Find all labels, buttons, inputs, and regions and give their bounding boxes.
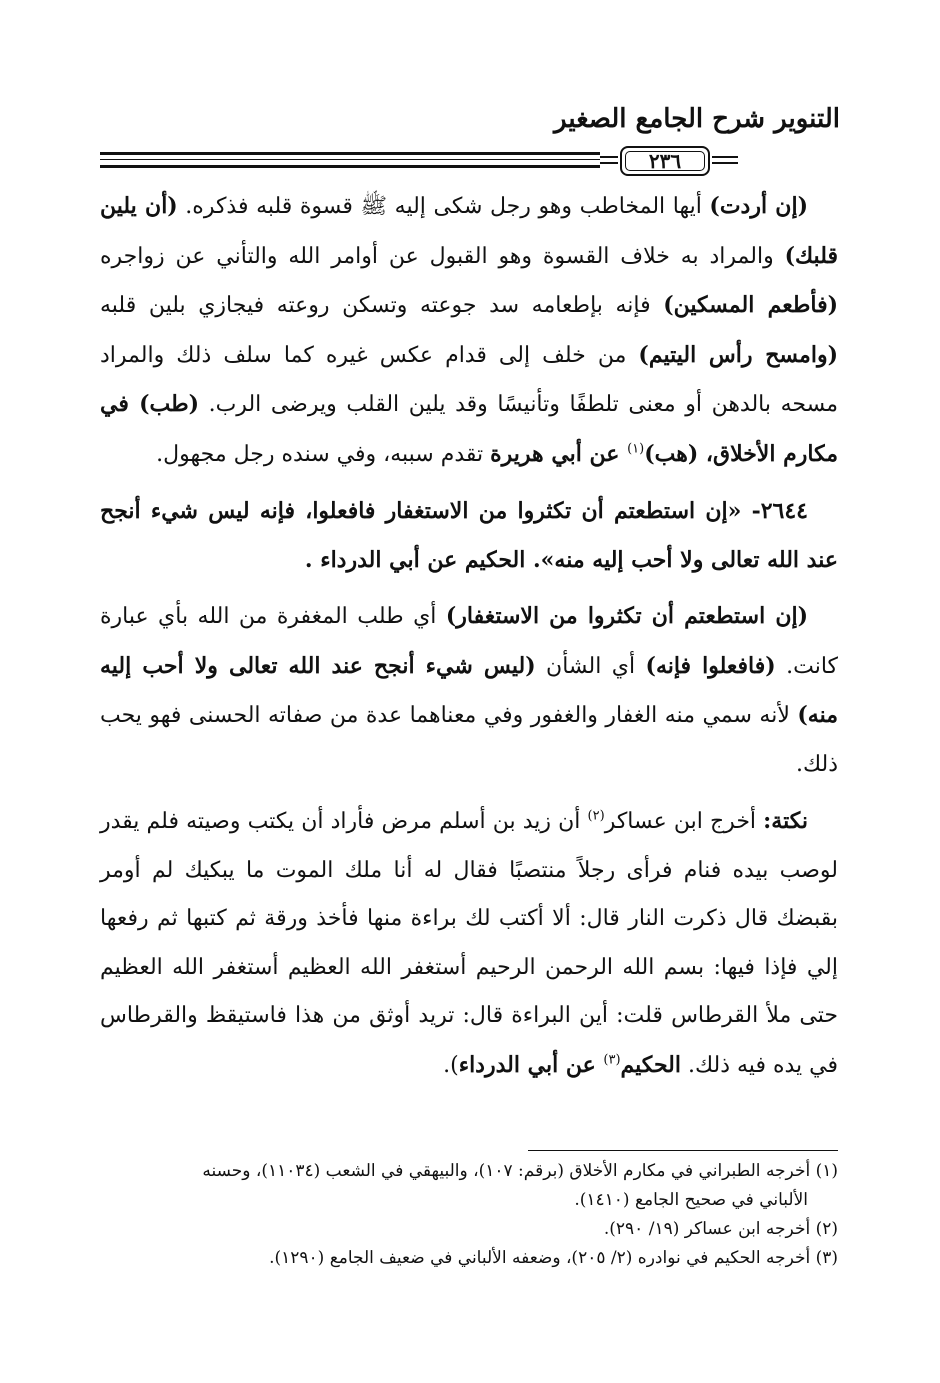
source-citation: (طب) في مكارم الأخلاق، (هب) bbox=[100, 391, 838, 467]
note-label: نكتة: bbox=[763, 808, 808, 834]
quoted-phrase: (ليس شيء أنجح عند الله تعالى ولا أحب إليه منه) bbox=[100, 652, 839, 728]
page-number: ٢٣٦ bbox=[648, 149, 682, 173]
header-double-line bbox=[100, 152, 600, 168]
quoted-phrase: (وامسح رأس اليتيم) bbox=[638, 341, 838, 368]
footnote-separator bbox=[528, 1150, 838, 1151]
commentary-text: أن زيد بن أسلم مرض فأراد أن يكتب وصيته فلم يقدر لوصب بيده فنام فرأى رجلاً منتصبًا فقال له أنا ملك الموت ما يبكيك لم أومر بقبضك قال ذكرت النار قال: ألا أكتب لك براءة منها فأخذ ورقة ثم كتبها ثم رفعها إلي فإذا فيها: بسم الله الرحمن الرحيم أستغفر الله العظيم أستغفر الله العظيم حتى ملأ القرطاس قلت: أين البراءة قال: تريد أوثق من هذا فاستيقظ والقرطاس في يده فيه ذلك. bbox=[100, 809, 838, 1078]
footnote-3: (٣) أخرجه الحكيم في نوادره (٢/ ٢٠٥)، وضعفه الألباني في ضعيف الجامع (١٢٩٠). bbox=[269, 1248, 838, 1268]
commentary-text: من خلف إلى قدام عكس غيره كما سلف ذلك والمراد مسحه بالدهن أو معنى تلطفًا وتأنيسًا وقد يلين القلب ويرضى الرب. bbox=[100, 342, 838, 417]
rule-ornament-left bbox=[600, 156, 618, 164]
rule-ornament-right bbox=[712, 156, 738, 164]
footnote-marker[interactable]: (١) bbox=[627, 441, 645, 457]
quoted-phrase: (إن استطعتم أن تكثروا من الاستغفار) bbox=[445, 603, 808, 629]
commentary-text: تقدم سببه، وفي سنده رجل مجهول. bbox=[156, 441, 491, 467]
hadith-2644: ٢٦٤٤- «إن استطعتم أن تكثروا من الاستغفار فافعلوا، فإنه ليس شيء أنجح عند الله تعالى ولا أحب إليه منه». الحكيم عن أبي الدرداء . bbox=[100, 498, 838, 573]
quoted-phrase: (فافعلوا فإنه) bbox=[645, 652, 776, 679]
paragraph-commentary-2644 bbox=[100, 592, 838, 789]
paragraph-commentary-2643 bbox=[100, 182, 838, 479]
paragraph-note bbox=[100, 797, 838, 1090]
narrator: عن أبي الدرداء bbox=[458, 1051, 604, 1078]
commentary-text: فإنه بإطعامه سد جوعته وتسكن روعته فيجازي بلين قلبه bbox=[100, 293, 664, 318]
book-title: التنوير شرح الجامع الصغير bbox=[554, 104, 840, 134]
main-text bbox=[100, 182, 838, 1090]
footnote-marker[interactable]: (٢) bbox=[587, 808, 605, 824]
page-header bbox=[100, 104, 840, 184]
header-rule bbox=[100, 146, 840, 178]
commentary-text: ). bbox=[443, 1052, 459, 1078]
source-citation: الحكيم bbox=[620, 1051, 681, 1078]
commentary-text: أخرج ابن عساكر bbox=[604, 809, 764, 834]
footnote-marker[interactable]: (٣) bbox=[603, 1052, 621, 1068]
commentary-text: أي طلب المغفرة من الله بأي عبارة كانت. bbox=[100, 604, 838, 679]
quoted-phrase: (فأطعم المسكين) bbox=[663, 292, 838, 318]
footnote-1-continued: الألباني في صحيح الجامع (١٤١٠). bbox=[574, 1190, 808, 1210]
quoted-phrase: (إن أردت) bbox=[709, 193, 808, 219]
footnotes bbox=[100, 1157, 838, 1273]
commentary-text: أي الشأن bbox=[535, 653, 646, 679]
page-number-box bbox=[620, 146, 710, 176]
narrator: عن أبي هريرة bbox=[490, 440, 628, 467]
commentary-text: لأنه سمي منه الغفار والغفور وفي معناهما عدة من صفاته الحسنى فهو يحب ذلك. bbox=[100, 703, 838, 777]
commentary-text: والمراد به خلاف القسوة وهو القبول عن أوامر الله والتأني عن زواجره bbox=[100, 243, 785, 269]
footnote-2: (٢) أخرجه ابن عساكر (١٩/ ٢٩٠). bbox=[603, 1219, 838, 1239]
quoted-phrase: (أن يلين قلبك) bbox=[100, 193, 838, 269]
commentary-text: أيها المخاطب وهو رجل شكى إليه ﷺ قسوة قلبه فذكره. bbox=[177, 194, 710, 219]
footnote-1: (١) أخرجه الطبراني في مكارم الأخلاق (برقم: ١٠٧)، والبيهقي في الشعب (١١٠٣٤)، وحسنه bbox=[202, 1161, 838, 1181]
